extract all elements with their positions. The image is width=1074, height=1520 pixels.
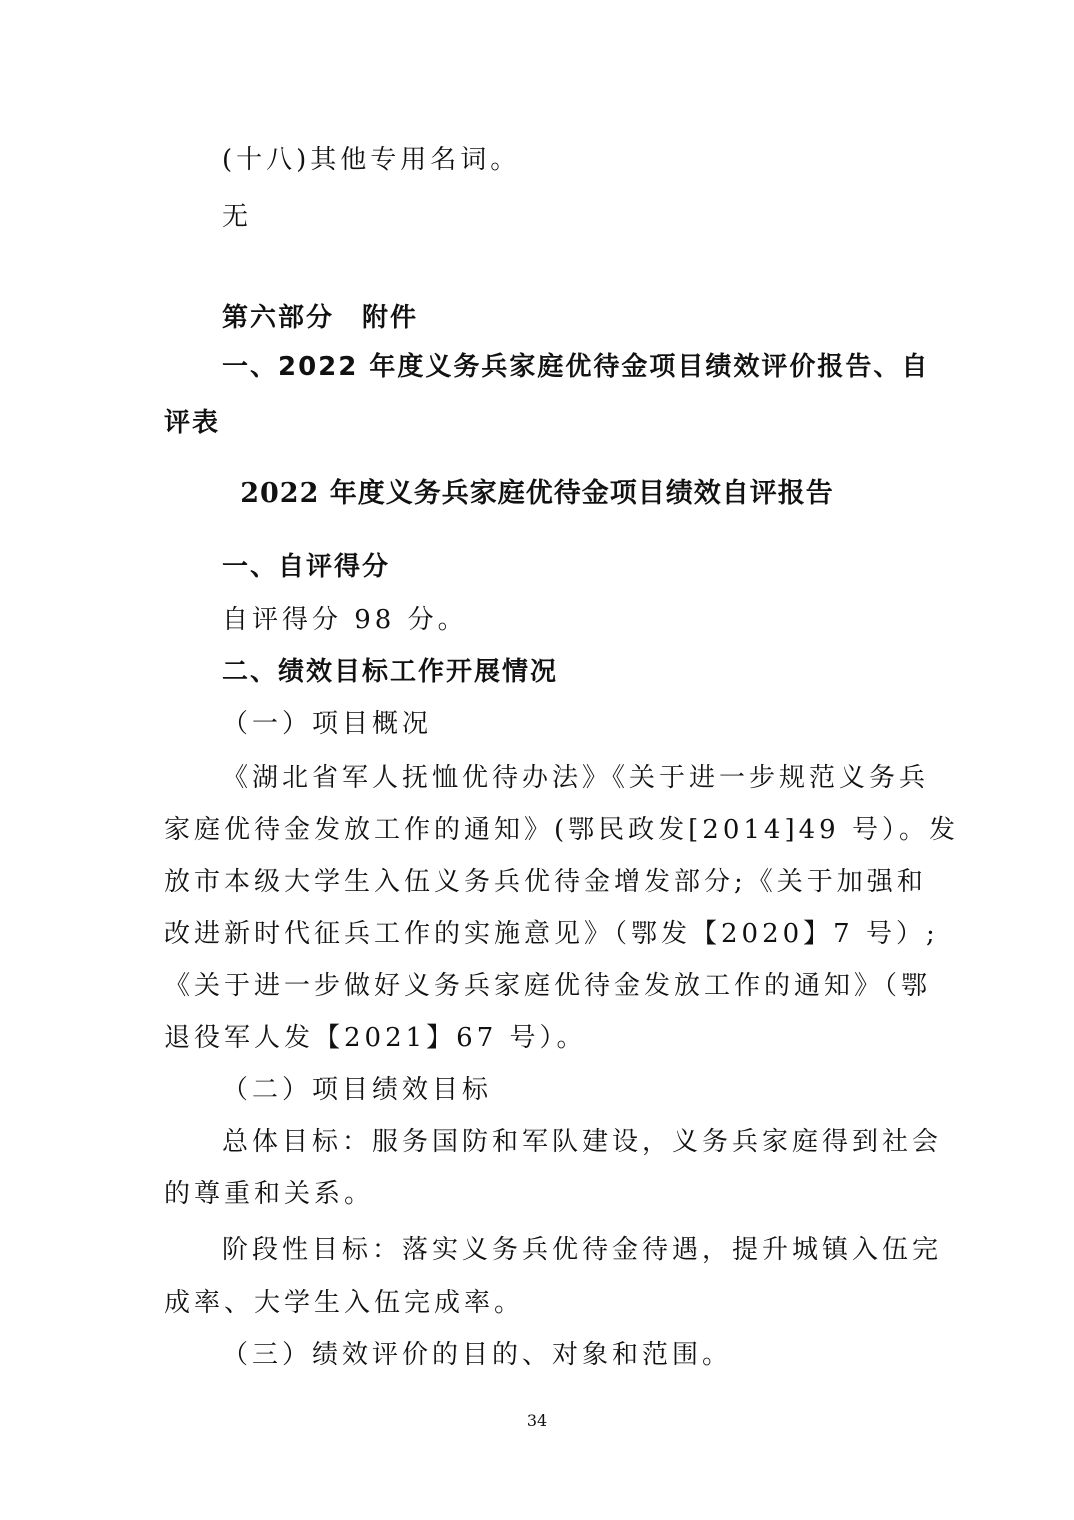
overview-paragraph-line: 《湖北省军人抚恤优待办法》《关于进一步规范义务兵 (222, 763, 930, 793)
overall-target-line: 的尊重和关系。 (164, 1179, 375, 1209)
report-title: 2022 年度义务兵家庭优待金项目绩效自评报告 (240, 478, 834, 509)
self-score-text: 自评得分 98 分。 (222, 605, 468, 635)
part-six-heading: 第六部分 附件 (222, 303, 419, 333)
stage-target-line: 成率、大学生入伍完成率。 (164, 1288, 525, 1318)
overall-target-line: 总体目标：服务国防和军队建设，义务兵家庭得到社会 (222, 1127, 943, 1157)
section-heading-self-score: 一、自评得分 (222, 552, 391, 582)
body-text-none: 无 (222, 202, 253, 232)
attachment-heading-line2: 评表 (164, 408, 221, 438)
stage-target-line: 阶段性目标：落实义务兵优待金待遇，提升城镇入伍完 (222, 1235, 943, 1265)
subsection-heading-evaluation: （三）绩效评价的目的、对象和范围。 (222, 1340, 733, 1370)
page-number: 34 (526, 1411, 548, 1430)
subsection-heading-18: (十八)其他专用名词。 (222, 145, 521, 175)
overview-paragraph-line: 改进新时代征兵工作的实施意见》（鄂发【2020】7 号）; (164, 919, 939, 949)
section-heading-performance: 二、绩效目标工作开展情况 (222, 657, 559, 687)
subsection-heading-targets: （二）项目绩效目标 (222, 1075, 493, 1105)
overview-paragraph-line: 家庭优待金发放工作的通知》(鄂民政发[2014]49 号）。发 (164, 815, 959, 845)
overview-paragraph-line: 《关于进一步做好义务兵家庭优待金发放工作的通知》（鄂 (164, 971, 932, 1001)
subsection-heading-overview: （一）项目概况 (222, 709, 433, 739)
overview-paragraph-line: 放市本级大学生入伍义务兵优待金增发部分;《关于加强和 (164, 867, 927, 897)
overview-paragraph-line: 退役军人发【2021】67 号）。 (164, 1023, 587, 1053)
attachment-heading-line1: 一、2022 年度义务兵家庭优待金项目绩效评价报告、自 (222, 352, 930, 382)
